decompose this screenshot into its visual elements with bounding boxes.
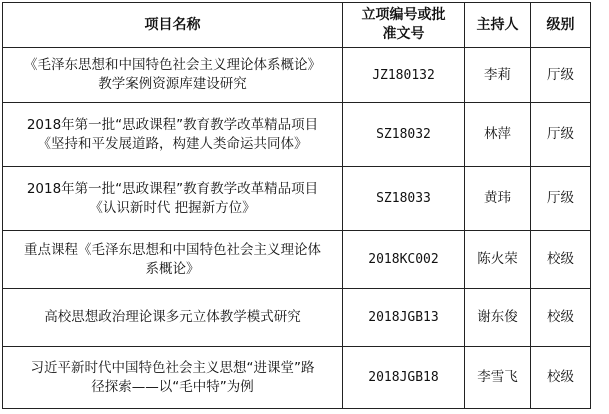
- header-approval-number-line-2: 准文号: [382, 26, 425, 42]
- table-row: [3, 103, 591, 167]
- cell-host: 谢东俊: [465, 289, 531, 347]
- project-name-line: 《认识新时代 把握新方位》: [89, 199, 256, 216]
- cell-level: 校级: [531, 289, 591, 347]
- header-level: 级别: [531, 3, 591, 48]
- cell-project-name: [3, 347, 343, 409]
- table-row: [3, 167, 591, 231]
- project-name-line: 系概论》: [145, 260, 200, 277]
- cell-approval-number: SZ18032: [343, 103, 465, 167]
- cell-level: 厅级: [531, 103, 591, 167]
- header-approval-number-line-1: 立项编号或批: [361, 7, 446, 23]
- cell-project-name: [3, 48, 343, 103]
- table-row: [3, 48, 591, 103]
- project-name-line: 《毛泽东思想和中国特色社会主义理论体系概论》: [24, 57, 321, 73]
- cell-host: 黄玮: [465, 167, 531, 231]
- cell-host: 陈火荣: [465, 231, 531, 289]
- cell-host: 李莉: [465, 48, 531, 103]
- project-name-line: 径探索——以“毛中特”为例: [91, 378, 254, 395]
- header-host: 主持人: [465, 3, 531, 48]
- project-name-line: 2018年第一批“思政课程”教育教学改革精品项目: [26, 116, 319, 133]
- cell-approval-number: 2018KC002: [343, 231, 465, 289]
- project-name-line: 教学案例资源库建设研究: [98, 76, 247, 92]
- table-row: [3, 347, 591, 409]
- cell-level: 厅级: [531, 48, 591, 103]
- project-name-line: 习近平新时代中国特色社会主义思想“进课堂”路: [30, 359, 315, 376]
- cell-approval-number: SZ18033: [343, 167, 465, 231]
- cell-approval-number: 2018JGB13: [343, 289, 465, 347]
- project-name-line: 重点课程《毛泽东思想和中国特色社会主义理论体: [24, 241, 321, 258]
- projects-table: [2, 2, 591, 409]
- header-approval-number: [343, 3, 465, 48]
- table-row: [3, 231, 591, 289]
- table-header-row: [3, 3, 591, 48]
- project-name-line: 2018年第一批“思政课程”教育教学改革精品项目: [26, 180, 319, 197]
- cell-project-name: [3, 103, 343, 167]
- cell-project-name: [3, 167, 343, 231]
- cell-level: 厅级: [531, 167, 591, 231]
- cell-level: 校级: [531, 347, 591, 409]
- cell-approval-number: JZ180132: [343, 48, 465, 103]
- project-name-line: 高校思想政治理论课多元立体教学模式研究: [44, 309, 301, 325]
- cell-approval-number: 2018JGB18: [343, 347, 465, 409]
- cell-host: 林萍: [465, 103, 531, 167]
- cell-project-name: [3, 289, 343, 347]
- table-row: [3, 289, 591, 347]
- cell-level: 校级: [531, 231, 591, 289]
- cell-project-name: [3, 231, 343, 289]
- cell-host: 李雪飞: [465, 347, 531, 409]
- project-name-line: 《坚持和平发展道路，构建人类命运共同体》: [37, 135, 308, 152]
- header-project-name: 项目名称: [3, 3, 343, 48]
